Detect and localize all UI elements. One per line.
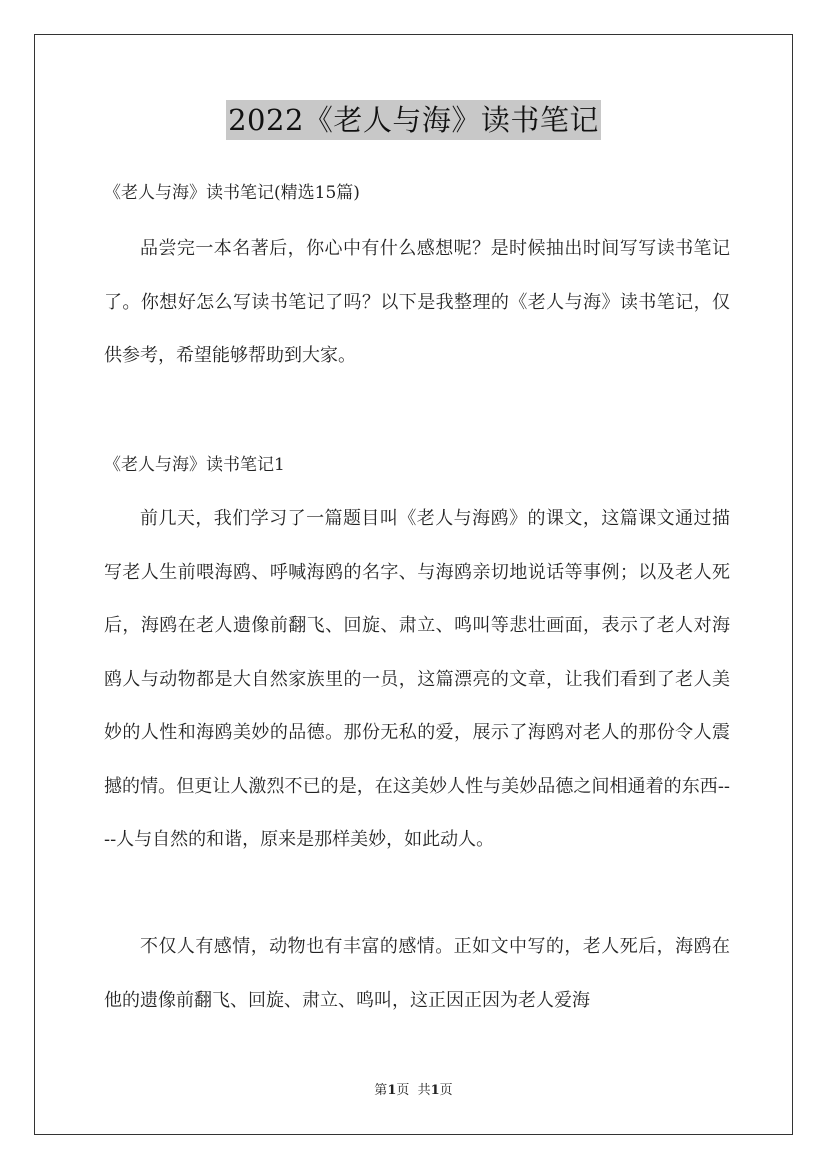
document-subtitle: 《老人与海》读书笔记(精选15篇)	[104, 183, 360, 203]
page-footer	[0, 1082, 827, 1100]
intro-paragraph: 品尝完一本名著后，你心中有什么感想呢？是时候抽出时间写写读书笔记了。你想好怎么写读书笔记了吗？以下是我整理的《老人与海》读书笔记，仅供参考，希望能够帮助到大家。	[104, 238, 730, 366]
section-heading: 《老人与海》读书笔记1	[104, 455, 285, 475]
footer-page-total: 1	[430, 1083, 440, 1098]
document-title: 2022《老人与海》读书笔记	[226, 100, 601, 140]
title-container	[0, 100, 827, 140]
footer-page-mid: 页 共	[396, 1083, 431, 1098]
body-paragraph-1: 前几天，我们学习了一篇题目叫《老人与海鸥》的课文，这篇课文通过描写老人生前喂海鸥、呼喊海鸥的名字、与海鸥亲切地说话等事例；以及老人死后，海鸥在老人遗像前翻飞、回旋、肃立、鸣叫等悲壮画面，表示了老人对海鸥人与动物都是大自然家族里的一员，这篇漂亮的文章，让我们看到了老人美妙的人性和海鸥美妙的品德。那份无私的爱，展示了海鸥对老人的那份令人震撼的情。但更让人激烈不已的是，在这美妙人性与美妙品德之间相通着的东西----人与自然的和谐，原来是那样美妙，如此动人。	[104, 508, 730, 850]
footer-page-number: 1	[387, 1083, 397, 1098]
footer-page-suffix: 页	[439, 1083, 453, 1098]
body-paragraph-2: 不仅人有感情，动物也有丰富的感情。正如文中写的，老人死后，海鸥在他的遗像前翻飞、回旋、肃立、鸣叫，这正因正因为老人爱海	[104, 936, 730, 1011]
footer-page-prefix: 第	[374, 1083, 388, 1098]
